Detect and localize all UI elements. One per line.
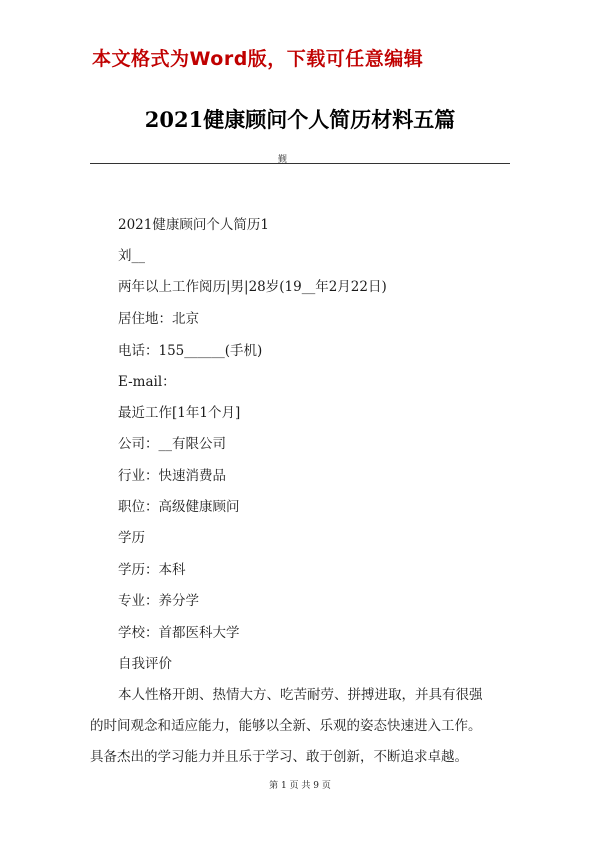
resume-phone: 电话：155______(手机) [118,343,263,359]
resume-summary-line: 两年以上工作阅历|男|28岁(19__年2月22日) [118,279,387,295]
self-evaluation-heading: 自我评价 [118,656,172,672]
resume-position: 职位：高级健康顾问 [118,499,240,515]
resume-company: 公司：__有限公司 [118,436,226,452]
resume-major: 专业：养分学 [118,593,199,609]
resume-heading: 2021健康顾问个人简历1 [118,217,269,233]
education-heading: 学历 [118,530,145,546]
self-evaluation-paragraph-line: 的时间观念和适应能力，能够以全新、乐观的姿态快速进入工作。 [90,718,482,734]
self-evaluation-paragraph-line: 具备杰出的学习能力并且乐于学习、敢于创新，不断追求卓越。 [90,749,468,765]
resume-degree: 学历：本科 [118,562,186,578]
resume-school: 学校：首都医科大学 [118,625,240,641]
self-evaluation-paragraph-line: 本人性格开朗、热情大方、吃苦耐劳、拼搏进取，并具有很强 [118,687,483,703]
header-divider [90,163,510,164]
recent-work-heading: 最近工作[1年1个月] [118,405,241,421]
resume-residence: 居住地：北京 [118,311,199,327]
header-mark: 觐 [278,155,288,165]
resume-name: 刘__ [118,248,145,264]
page-footer: 第 1 页 共 9 页 [269,781,331,791]
document-title: 2021健康顾问个人简历材料五篇 [144,107,456,132]
resume-email: E-mail： [118,374,176,390]
format-notice-banner: 本文格式为Word版，下载可任意编辑 [92,48,424,70]
resume-industry: 行业：快速消费品 [118,468,226,484]
